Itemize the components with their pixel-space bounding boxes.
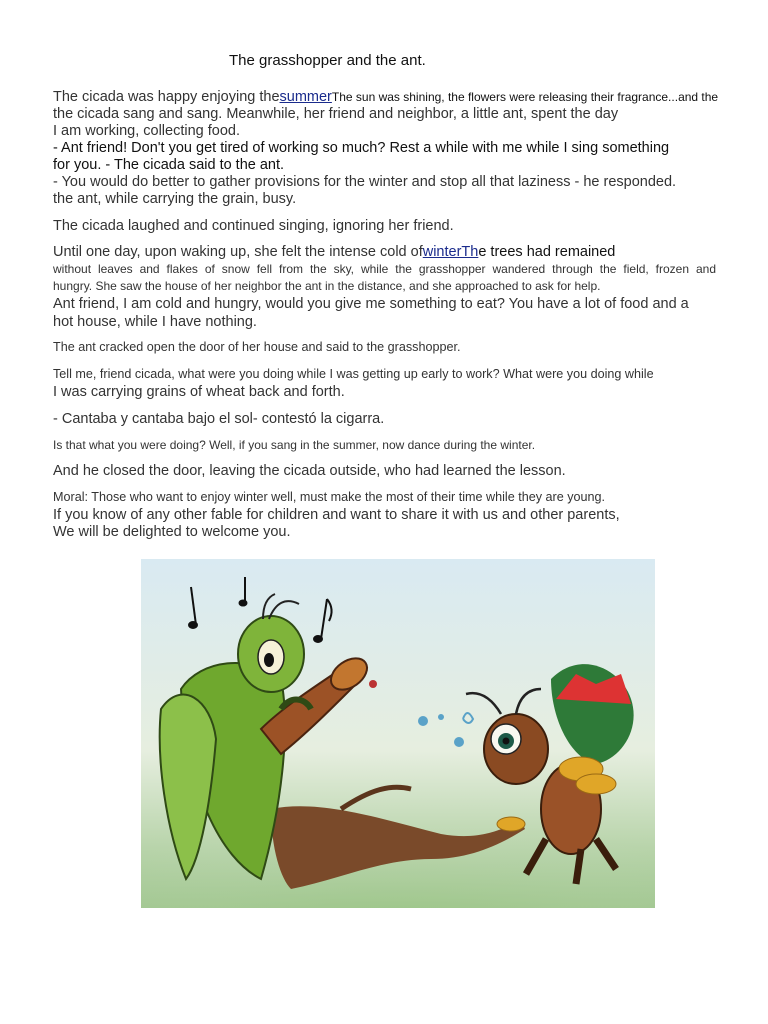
p5-line2: without leaves and flakes of snow fell from the sky, while the grasshopper wandered through the field, frozen and xyxy=(53,262,716,276)
p12-line2: If you know of any other fable for children and want to share it with us and other parents, xyxy=(53,507,620,523)
p5-text-b: e trees had remained xyxy=(478,244,616,260)
p1-line1 xyxy=(53,89,718,105)
p6-line1: Ant friend, I am cold and hungry, would you give me something to eat? You have a lot of food and a xyxy=(53,296,689,312)
page-title: The grasshopper and the ant. xyxy=(229,52,426,69)
p7-line: The ant cracked open the door of her house and said to the grasshopper. xyxy=(53,340,461,354)
p10-line: Is that what you were doing? Well, if you sang in the summer, now dance during the winter. xyxy=(53,438,536,452)
summer-link[interactable]: summer xyxy=(279,89,332,105)
p9-line: - Cantaba y cantaba bajo el sol- contestó la cigarra. xyxy=(53,411,385,427)
p3-line1: - You would do better to gather provisions for the winter and stop all that laziness - he responded. xyxy=(53,174,677,190)
p1-text-b: The sun was shining, the flowers were releasing their fragrance...and the xyxy=(331,90,719,104)
p5-line3: hungry. She saw the house of her neighbor the ant in the distance, and she approached to ask for help. xyxy=(53,279,601,293)
p1-line3: I am working, collecting food. xyxy=(53,123,240,139)
p8-line2: I was carrying grains of wheat back and forth. xyxy=(53,384,345,400)
p4-line: The cicada laughed and continued singing, ignoring her friend. xyxy=(53,218,454,234)
p5-text-a: Until one day, upon waking up, she felt the intense cold of xyxy=(53,244,423,260)
p6-line2: hot house, while I have nothing. xyxy=(53,314,257,330)
p2-line1: - Ant friend! Don't you get tired of working so much? Rest a while with me while I sing something xyxy=(53,140,670,156)
p12-line3: We will be delighted to welcome you. xyxy=(53,524,291,540)
p8-line1: Tell me, friend cicada, what were you doing while I was getting up early to work? What were you doing while xyxy=(53,367,654,381)
p3-line2: the ant, while carrying the grain, busy. xyxy=(53,191,297,207)
p11-line: And he closed the door, leaving the cicada outside, who had learned the lesson. xyxy=(53,463,566,479)
p1-line2: the cicada sang and sang. Meanwhile, her friend and neighbor, a little ant, spent the day xyxy=(53,106,619,122)
p12-line1: Moral: Those who want to enjoy winter well, must make the most of their time while they are young. xyxy=(53,490,606,504)
fable-illustration xyxy=(141,559,655,908)
p2-line2: for you. - The cicada said to the ant. xyxy=(53,157,285,173)
p1-text-a: The cicada was happy enjoying the xyxy=(53,89,280,105)
p5-line1 xyxy=(53,244,615,260)
winter-link[interactable]: winterTh xyxy=(422,244,479,260)
